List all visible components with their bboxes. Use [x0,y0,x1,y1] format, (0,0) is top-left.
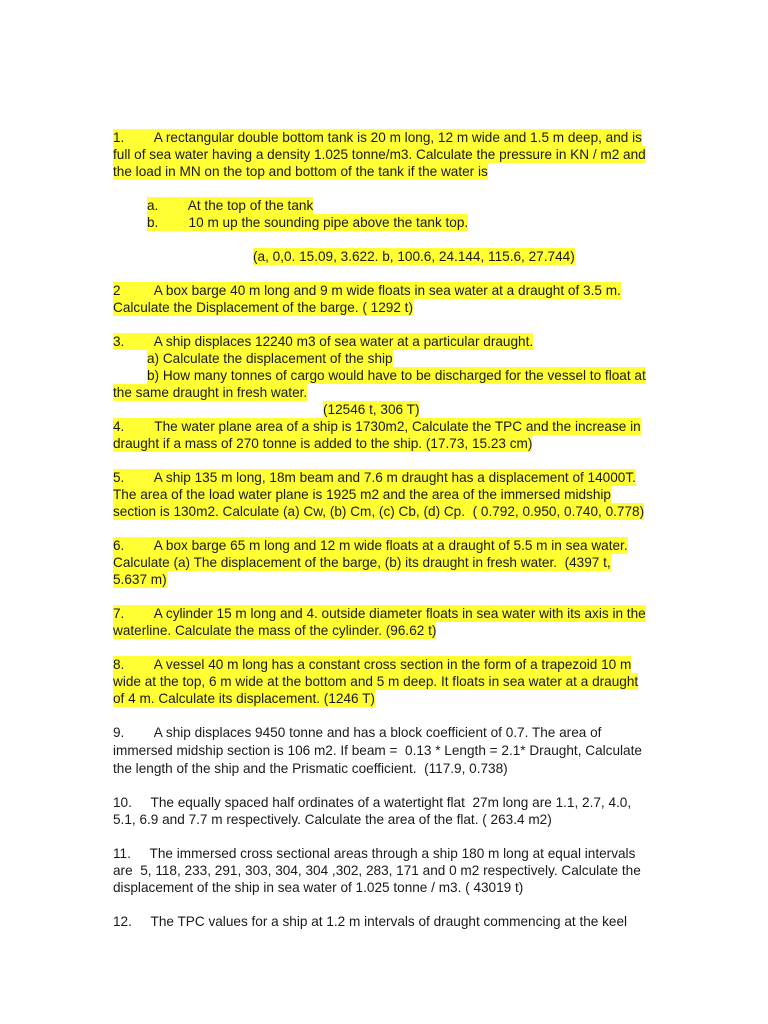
q11-line-3: displacement of the ship in sea water of 1.025 tonne / m3. ( 43019 t) [113,880,524,895]
q12-line-1: 12. The TPC values for a ship at 1.2 m intervals of draught commencing at the keel [113,914,628,929]
q6-line-3: 5.637 m) [113,572,167,587]
q1-option-a: a. At the top of the tank [147,198,314,213]
q3-answer: (12546 t, 306 T) [323,402,420,417]
q4-line-1: 4. The water plane area of a ship is 1730m2, Calculate the TPC and the increase in [113,419,641,434]
q1-option-b: b. 10 m up the sounding pipe above the tank top. [147,215,469,230]
q5-line-3: section is 130m2. Calculate (a) Cw, (b) Cm, (c) Cb, (d) Cp. ( 0.792, 0.950, 0.740, 0.778) [113,504,645,519]
q3-line-1: 3. A ship displaces 12240 m3 of sea water at a particular draught. [113,334,534,349]
q11-line-2: are 5, 118, 233, 291, 303, 304, 304 ,302, 283, 171 and 0 m2 respectively. Calculate the [113,863,641,878]
q9-line-1: 9. A ship displaces 9450 tonne and has a block coefficient of 0.7. The area of [113,725,602,740]
q2-line-2: Calculate the Displacement of the barge. ( 1292 t) [113,300,413,315]
q10-line-2: 5.1, 6.9 and 7.7 m respectively. Calculate the area of the flat. ( 263.4 m2) [113,812,552,827]
q7-line-1: 7. A cylinder 15 m long and 4. outside diameter floats in sea water with its axis in the [113,606,646,621]
q3-line-4: the same draught in fresh water. [113,385,308,400]
q4-line-2: draught if a mass of 270 tonne is added to the ship. (17.73, 15.23 cm) [113,436,533,451]
q5-line-2: The area of the load water plane is 1925 m2 and the area of the immersed midship [113,487,611,502]
q1-line-2: full of sea water having a density 1.025 tonne/m3. Calculate the pressure in KN / m2 and [113,147,646,162]
q8-line-3: of 4 m. Calculate its displacement. (1246 T) [113,691,375,706]
q3-part-a: a) Calculate the displacement of the ship [147,351,393,366]
q2-line-1: 2 A box barge 40 m long and 9 m wide floats in sea water at a draught of 3.5 m. [113,283,621,298]
q1-line-1: 1. A rectangular double bottom tank is 20 m long, 12 m wide and 1.5 m deep, and is [113,130,642,145]
q10-line-1: 10. The equally spaced half ordinates of a watertight flat 27m long are 1.1, 2.7, 4.0, [113,795,632,810]
q6-line-2: Calculate (a) The displacement of the barge, (b) its draught in fresh water. (4397 t, [113,555,611,570]
q7-line-2: waterline. Calculate the mass of the cylinder. (96.62 t) [113,623,437,638]
q8-line-2: wide at the top, 6 m wide at the bottom and 5 m deep. It floats in sea water at a draught [113,674,639,689]
q3-part-b: b) How many tonnes of cargo would have to be discharged for the vessel to float at [147,368,646,383]
q6-line-1: 6. A box barge 65 m long and 12 m wide floats at a draught of 5.5 m in sea water. [113,538,628,553]
q9-line-2: immersed midship section is 106 m2. If beam = 0.13 * Length = 2.1* Draught, Calculate [113,743,642,758]
q5-line-1: 5. A ship 135 m long, 18m beam and 7.6 m draught has a displacement of 14000T. [113,470,636,485]
q11-line-1: 11. The immersed cross sectional areas through a ship 180 m long at equal intervals [113,846,636,861]
q1-line-3: the load in MN on the top and bottom of the tank if the water is [113,164,488,179]
q9-line-3: the length of the ship and the Prismatic coefficient. (117.9, 0.738) [113,761,508,776]
q1-answer: (a, 0,0. 15.09, 3.622. b, 100.6, 24.144, 115.6, 27.744) [253,249,575,264]
q8-line-1: 8. A vessel 40 m long has a constant cross section in the form of a trapezoid 10 m [113,657,632,672]
